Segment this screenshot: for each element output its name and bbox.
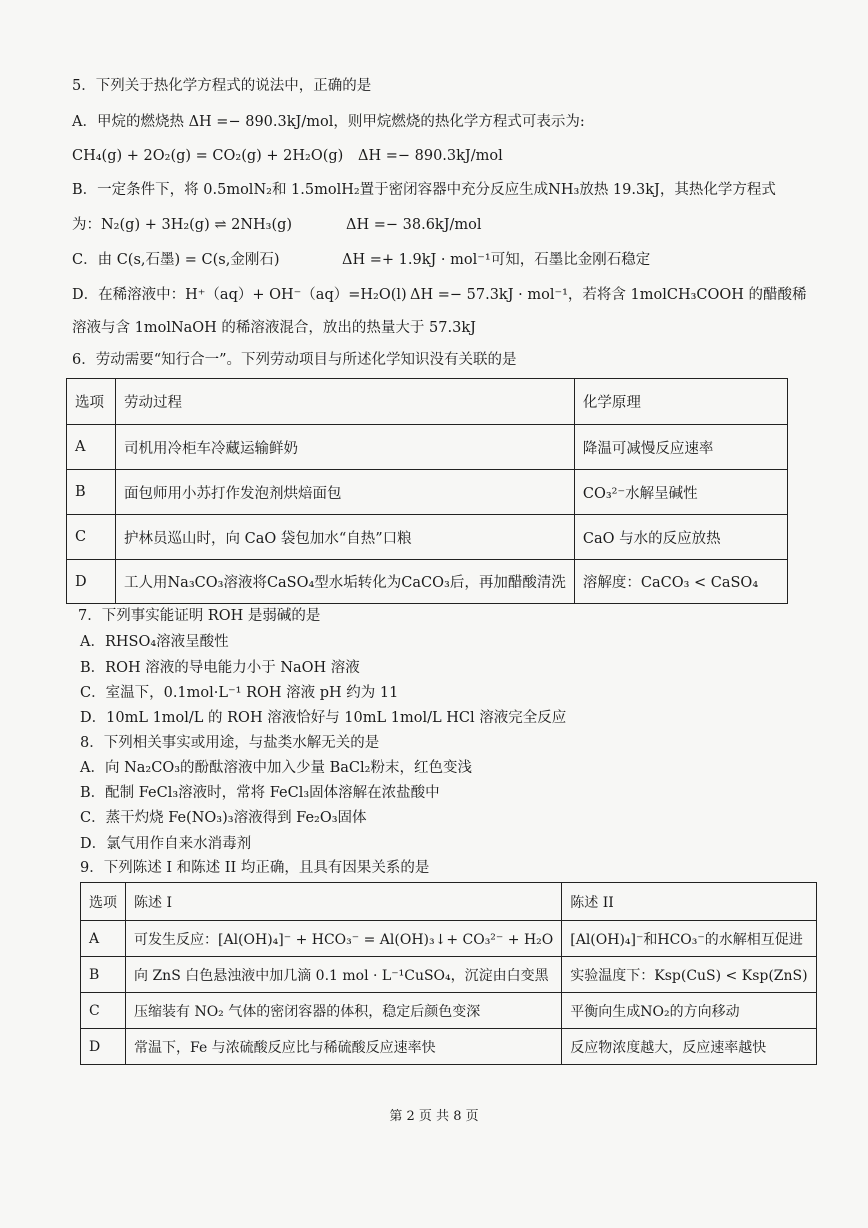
q8-option-b: B．配制 FeCl₃溶液时，常将 FeCl₃固体溶解在浓盐酸中 (80, 785, 440, 801)
q6-header-option: 选项 (67, 379, 116, 425)
q9-header-statement-2: 陈述 II (562, 883, 816, 921)
q9-row-c-statement-1: 压缩装有 NO₂ 气体的密闭容器的体积，稳定后颜色变深 (126, 993, 562, 1029)
q5-option-d-continued: 溶液与含 1molNaOH 的稀溶液混合，放出的热量大于 57.3kJ (72, 320, 476, 336)
q9-row-c-option: C (81, 993, 126, 1029)
q5-option-b: B．一定条件下，将 0.5molN₂和 1.5molH₂置于密闭容器中充分反应生成NH₃放热 19.3kJ，其热化学方程式 (72, 182, 776, 198)
table-row (81, 957, 817, 993)
q6-header-principle: 化学原理 (574, 379, 787, 425)
q6-row-a-process: 司机用冷柜车冷藏运输鲜奶 (116, 425, 575, 470)
q6-row-c-process: 护林员巡山时，向 CaO 袋包加水“自热”口粮 (116, 515, 575, 560)
q8-option-d: D．氯气用作自来水消毒剂 (80, 836, 252, 852)
q5-option-a-equation: CH₄(g) + 2O₂(g) = CO₂(g) + 2H₂O(g) (72, 148, 344, 164)
q5-option-d-enthalpy: ΔH =− 57.3kJ · mol⁻¹，若将含 1molCH₃COOH 的醋酸稀 (410, 287, 807, 303)
q8-stem: 8．下列相关事实或用途，与盐类水解无关的是 (80, 735, 380, 751)
q9-header-option: 选项 (81, 883, 126, 921)
q9-row-c-statement-2: 平衡向生成NO₂的方向移动 (562, 993, 816, 1029)
q9-row-a-statement-1: 可发生反应：[Al(OH)₄]⁻ + HCO₃⁻ = Al(OH)₃↓+ CO₃²⁻ + H₂O (126, 921, 562, 957)
q7-option-d: D．10mL 1mol/L 的 ROH 溶液恰好与 10mL 1mol/L HCl 溶液完全反应 (80, 710, 567, 726)
q6-row-c-principle: CaO 与水的反应放热 (574, 515, 787, 560)
q8-option-c: C．蒸干灼烧 Fe(NO₃)₃溶液得到 Fe₂O₃固体 (80, 810, 367, 826)
q8-option-a: A．向 Na₂CO₃的酚酞溶液中加入少量 BaCl₂粉末，红色变浅 (80, 760, 472, 776)
q9-row-b-statement-2: 实验温度下：Ksp(CuS) < Ksp(ZnS) (562, 957, 816, 993)
q9-row-b-statement-1: 向 ZnS 白色悬浊液中加几滴 0.1 mol · L⁻¹CuSO₄，沉淀由白变黑 (126, 957, 562, 993)
q5-option-b-enthalpy: ΔH =− 38.6kJ/mol (346, 217, 482, 233)
q9-row-d-option: D (81, 1029, 126, 1065)
table-row (81, 921, 817, 957)
q7-option-b: B．ROH 溶液的导电能力小于 NaOH 溶液 (80, 660, 360, 676)
q9-row-d-statement-1: 常温下，Fe 与浓硫酸反应比与稀硫酸反应速率快 (126, 1029, 562, 1065)
q5-option-b-equation: 为：N₂(g) + 3H₂(g) ⇌ 2NH₃(g) (72, 217, 293, 233)
table-row (67, 425, 788, 470)
q9-header-statement-1: 陈述 I (126, 883, 562, 921)
q5-option-c: C．由 C(s,石墨) = C(s,金刚石) (72, 252, 280, 268)
table-row (67, 470, 788, 515)
q9-header-row (81, 883, 817, 921)
q6-table (66, 378, 788, 604)
q6-row-b-process: 面包师用小苏打作发泡剂烘焙面包 (116, 470, 575, 515)
page-footer: 第 2 页 共 8 页 (389, 1109, 479, 1124)
q6-row-c-option: C (67, 515, 116, 560)
table-row (67, 515, 788, 560)
q6-row-d-principle: 溶解度：CaCO₃ < CaSO₄ (574, 560, 787, 604)
q5-stem: 5．下列关于热化学方程式的说法中，正确的是 (72, 78, 372, 94)
q9-row-b-option: B (81, 957, 126, 993)
q9-row-a-statement-2: [Al(OH)₄]⁻和HCO₃⁻的水解相互促进 (562, 921, 816, 957)
q6-row-a-principle: 降温可减慢反应速率 (574, 425, 787, 470)
q9-table (80, 882, 817, 1065)
q5-option-c-enthalpy: ΔH =+ 1.9kJ · mol⁻¹可知，石墨比金刚石稳定 (342, 252, 651, 268)
q9-stem: 9．下列陈述 I 和陈述 II 均正确，且具有因果关系的是 (80, 860, 430, 876)
q6-row-a-option: A (67, 425, 116, 470)
table-row (81, 1029, 817, 1065)
q6-header-row (67, 379, 788, 425)
q6-header-process: 劳动过程 (116, 379, 575, 425)
q6-row-b-option: B (67, 470, 116, 515)
q9-row-a-option: A (81, 921, 126, 957)
q5-option-a: A．甲烷的燃烧热 ΔH =− 890.3kJ/mol，则甲烷燃烧的热化学方程式可表示为: (72, 114, 585, 130)
q7-option-a: A．RHSO₄溶液呈酸性 (80, 634, 229, 650)
q6-row-b-principle: CO₃²⁻水解呈碱性 (574, 470, 787, 515)
table-row (67, 560, 788, 604)
q6-row-d-option: D (67, 560, 116, 604)
table-row (81, 993, 817, 1029)
q6-stem: 6．劳动需要“知行合一”。下列劳动项目与所述化学知识没有关联的是 (72, 352, 517, 368)
q5-option-d: D．在稀溶液中：H⁺（aq）+ OH⁻（aq）=H₂O(l) (72, 287, 407, 303)
q7-stem: 7．下列事实能证明 ROH 是弱碱的是 (78, 608, 321, 624)
q7-option-c: C．室温下，0.1mol·L⁻¹ ROH 溶液 pH 约为 11 (80, 685, 399, 701)
q6-row-d-process: 工人用Na₃CO₃溶液将CaSO₄型水垢转化为CaCO₃后，再加醋酸清洗 (116, 560, 575, 604)
q9-row-d-statement-2: 反应物浓度越大，反应速率越快 (562, 1029, 816, 1065)
q5-option-a-enthalpy: ΔH =− 890.3kJ/mol (358, 148, 503, 164)
